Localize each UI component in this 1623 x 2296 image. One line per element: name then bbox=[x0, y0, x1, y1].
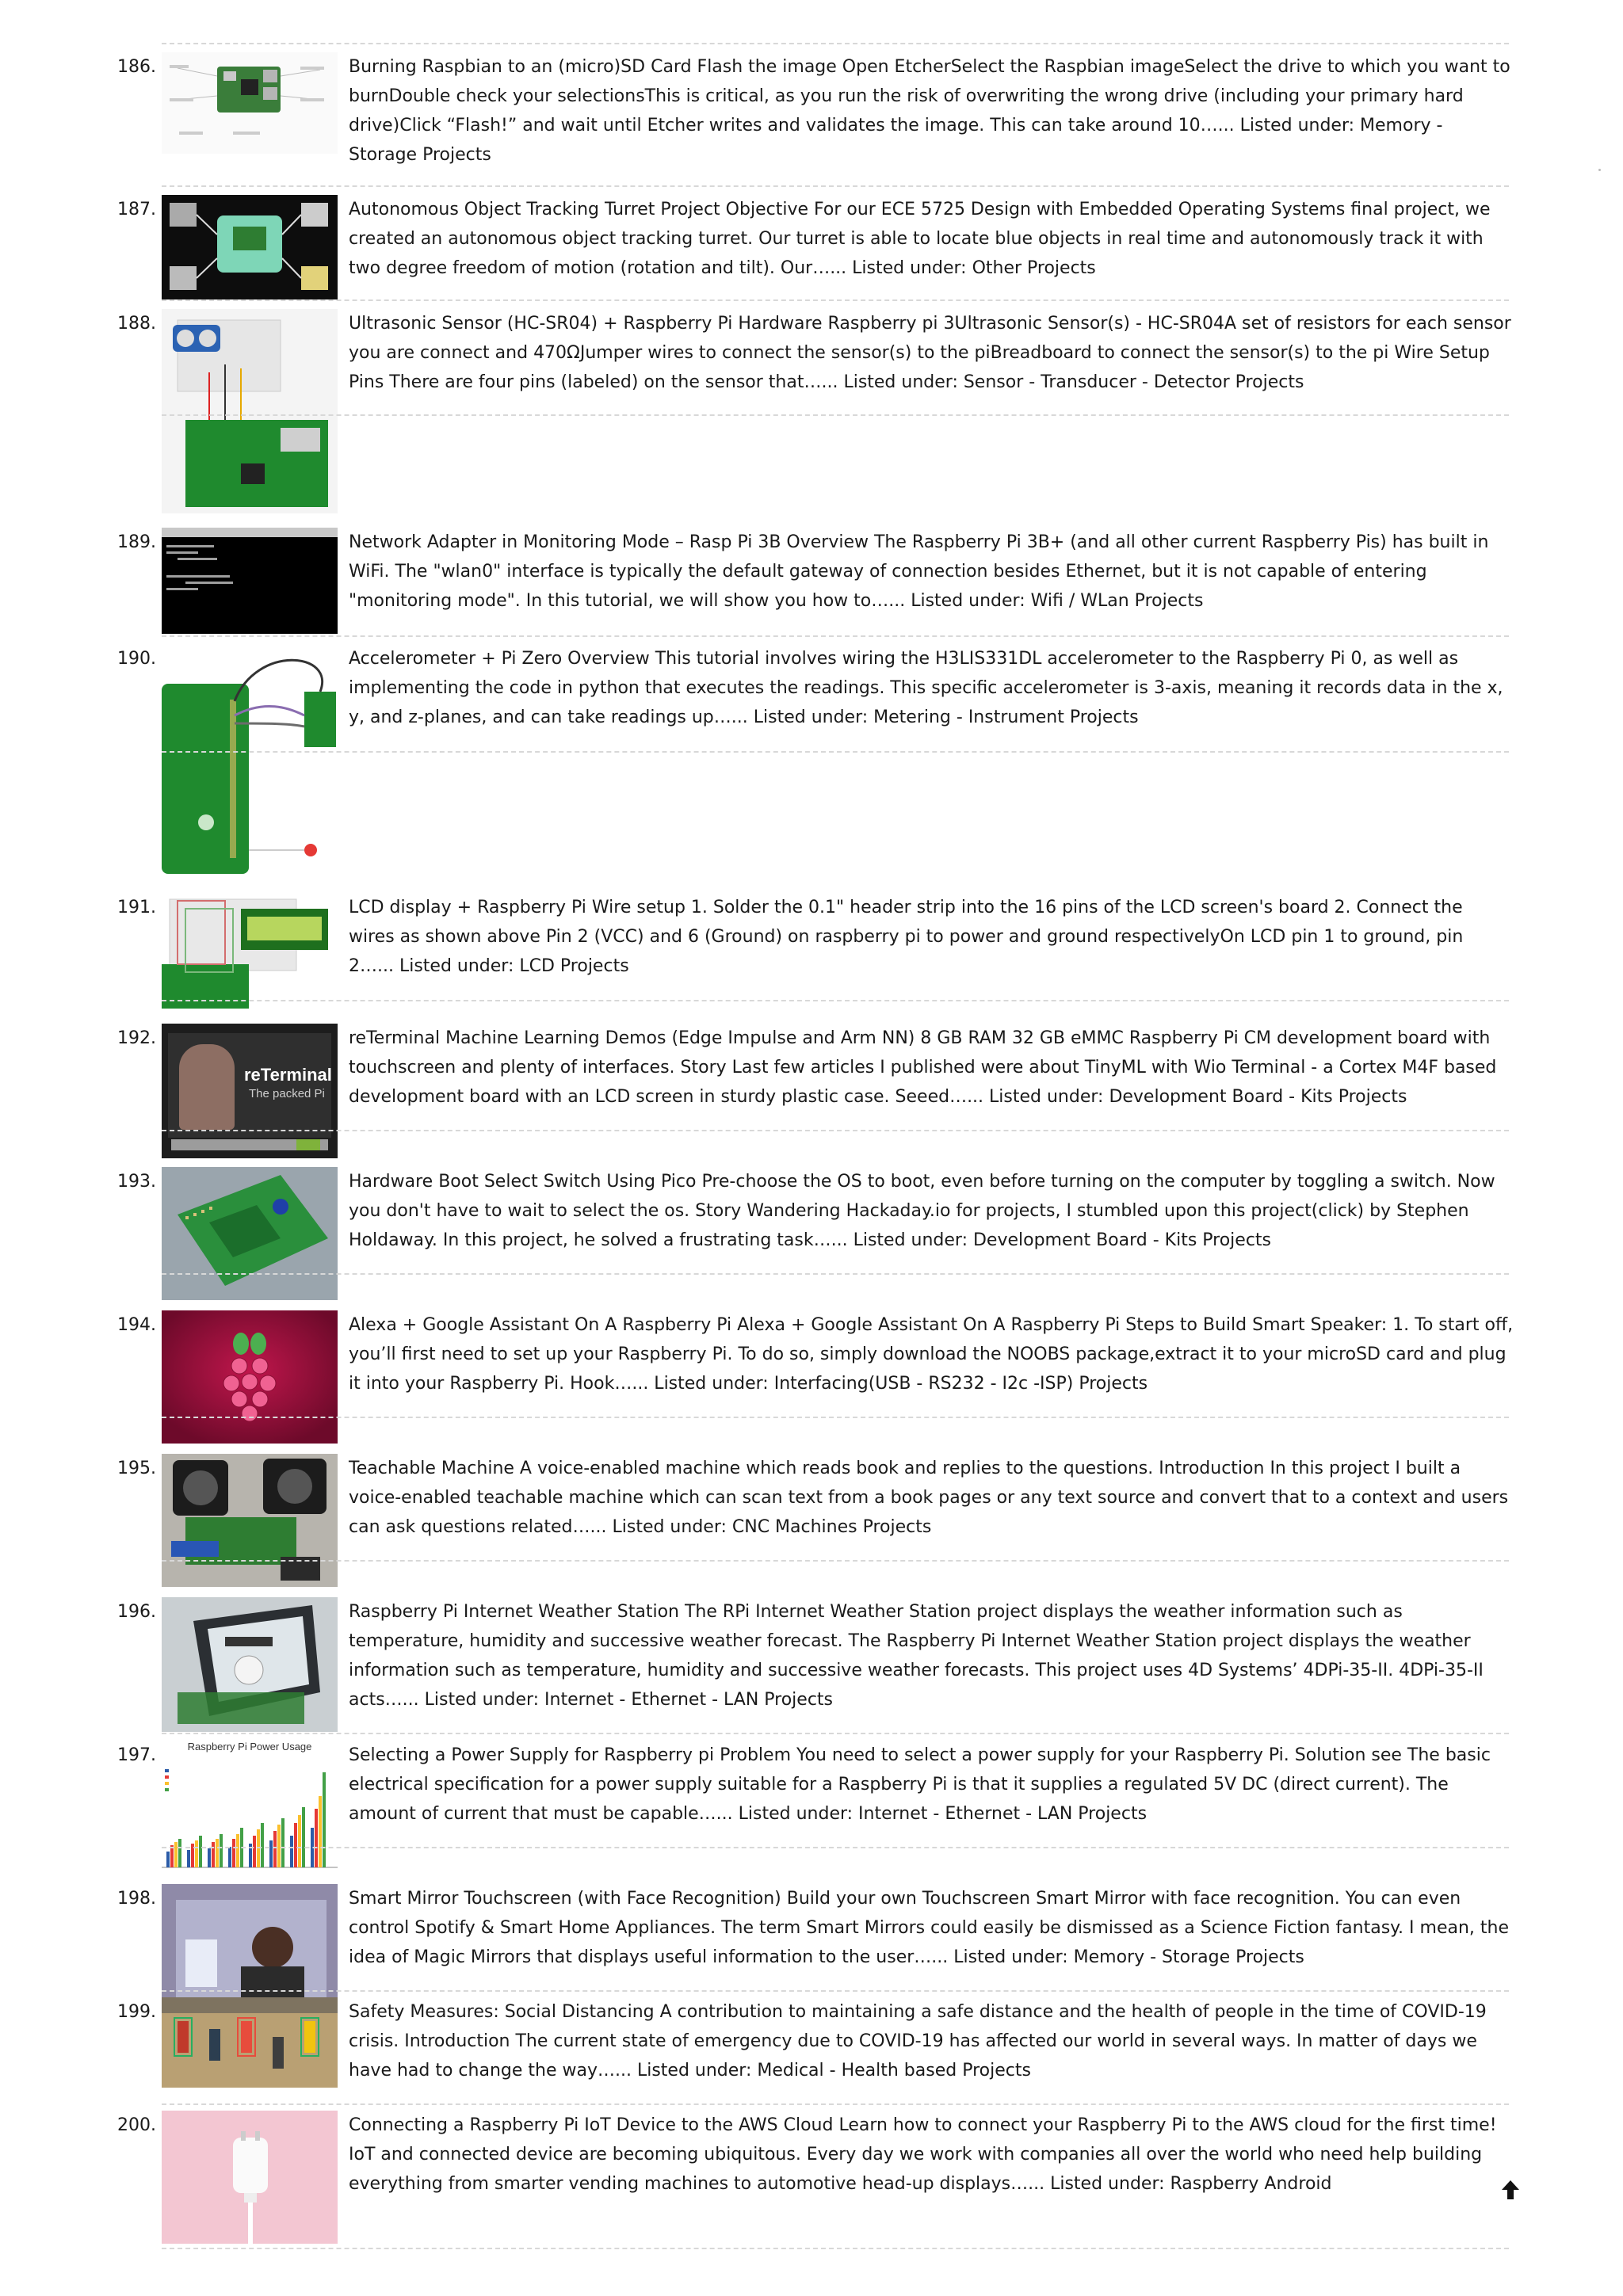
thumbnail[interactable] bbox=[162, 1024, 338, 1158]
item-description[interactable]: Burning Raspbian to an (micro)SD Card Flash the image Open EtcherSelect the Raspbian imageSelect the drive to which you want to burnDouble check your selectionsThis is critical, as you run the risk of overwriting the wrong drive (including your primary hard drive)Click “Flash!” and wait until Etcher writes and validates the image. This can take around 10…... Listed under: Memory - Storage Projects bbox=[349, 57, 1510, 165]
item-number: 190. bbox=[117, 649, 156, 669]
item-number: 188. bbox=[117, 314, 156, 334]
item-number: 187. bbox=[117, 200, 156, 219]
thumbnail[interactable] bbox=[162, 644, 338, 879]
item-description[interactable]: Autonomous Object Tracking Turret Project Objective For our ECE 5725 Design with Embedded Operating Systems final project, we created an autonomous object tracking turret. Our turret is able to locate blue objects in real time and autonomously track it with two degree freedom of motion (rotation and tilt). Our…... Listed under: Other Projects bbox=[349, 200, 1491, 278]
item-number: 196. bbox=[117, 1602, 156, 1622]
item-number: 195. bbox=[117, 1459, 156, 1478]
item-number: 186. bbox=[117, 57, 156, 77]
thumbnail[interactable] bbox=[162, 893, 338, 1009]
separator bbox=[162, 635, 1509, 637]
thumbnail-caption: reTerminal bbox=[244, 1065, 332, 1085]
separator bbox=[162, 43, 1509, 44]
separator bbox=[162, 1273, 1509, 1275]
item-description[interactable]: Safety Measures: Social Distancing A contribution to maintaining a safe distance and the health of people in the time of COVID-19 crisis. Introduction The current state of emergency due to COVID-19 has affected our world in several ways. In matter of days we have had to change the way…... Listed under: Medical - Health based Projects bbox=[349, 2002, 1487, 2081]
thumbnail[interactable] bbox=[162, 528, 338, 634]
separator bbox=[162, 1560, 1509, 1562]
item-description[interactable]: Raspberry Pi Internet Weather Station The RPi Internet Weather Station project displays the weather information such as temperature, humidity and successive weather forecast. The Raspberry Pi Internet Weather Station project displays the weather information such as temperature, humidity and successive weather forecasts. This project uses 4D Systems’ 4DPi-35-II. 4DPi-35-II acts…... Listed under: Internet - Ethernet - LAN Projects bbox=[349, 1602, 1484, 1710]
item-description[interactable]: Hardware Boot Select Switch Using Pico Pre-choose the OS to boot, even before turning on the computer by toggling a switch. Now you don't have to wait to select the os. Story Wandering Hackaday.io for projects, I stumbled upon this project(click) by Stephen Holdaway. In this project, he solved a frustrating task…... Listed under: Development Board - Kits Projects bbox=[349, 1172, 1495, 1250]
item-number: 199. bbox=[117, 2002, 156, 2022]
item-number: 193. bbox=[117, 1172, 156, 1192]
item-number: 197. bbox=[117, 1745, 156, 1765]
separator bbox=[162, 1130, 1509, 1131]
separator bbox=[162, 1847, 1509, 1848]
thumbnail[interactable] bbox=[162, 2111, 338, 2244]
arrow-up-icon bbox=[1502, 2180, 1519, 2199]
thumbnail[interactable] bbox=[162, 1167, 338, 1300]
item-description[interactable]: Selecting a Power Supply for Raspberry pi Problem You need to select a power supply for your Raspberry Pi. Solution see The basic electrical specification for a power supply suitable for a Raspberry Pi is that it supplies a regulated 5V DC (direct current). The amount of current that must be capable…... Listed under: Internet - Ethernet - LAN Projects bbox=[349, 1745, 1491, 1824]
item-description[interactable]: Smart Mirror Touchscreen (with Face Recognition) Build your own Touchscreen Smart Mirror with face recognition. You can even control Spotify & Smart Home Appliances. The term Smart Mirrors could easily be dismissed as a Science Fiction fantasy. I mean, the idea of Magic Mirrors that displays useful information to the user…... Listed under: Memory - Storage Projects bbox=[349, 1889, 1510, 1967]
separator bbox=[162, 1000, 1509, 1001]
thumbnail[interactable] bbox=[162, 1310, 338, 1444]
decorative-dot bbox=[1598, 169, 1601, 171]
separator bbox=[162, 2248, 1509, 2249]
thumbnail[interactable] bbox=[162, 1597, 338, 1732]
separator bbox=[162, 414, 1509, 416]
item-description[interactable]: Accelerometer + Pi Zero Overview This tutorial involves wiring the H3LIS331DL accelerometer to the Raspberry Pi 0, as well as implementing the code in python that executes the readings. This specific accelerometer is 3-axis, meaning it records data in the x, y, and z-planes, and can take readings up…... Listed under: Metering - Instrument Projects bbox=[349, 649, 1503, 727]
thumbnail[interactable] bbox=[162, 1997, 338, 2088]
item-description[interactable]: Teachable Machine A voice-enabled machine which reads book and replies to the questions. Introduction In this project I built a voice-enabled teachable machine which can scan text from a book pages or any text source and convert that to a context and users can ask questions related…... Listed under: CNC Machines Projects bbox=[349, 1459, 1509, 1537]
separator bbox=[162, 2103, 1509, 2105]
separator bbox=[162, 1990, 1509, 1992]
separator bbox=[162, 751, 1509, 753]
item-number: 194. bbox=[117, 1315, 156, 1335]
separator bbox=[162, 185, 1509, 187]
item-number: 200. bbox=[117, 2115, 156, 2135]
thumbnail[interactable] bbox=[162, 309, 338, 513]
item-number: 198. bbox=[117, 1889, 156, 1909]
thumbnail[interactable] bbox=[162, 1454, 338, 1587]
item-number: 192. bbox=[117, 1028, 156, 1048]
item-description[interactable]: Ultrasonic Sensor (HC-SR04) + Raspberry Pi Hardware Raspberry pi 3Ultrasonic Sensor(s) - HC-SR04A set of resistors for each sensor you are connect and 470ΩJumper wires to connect the sensor(s) to the piBreadboard to connect the sensor(s) to the pi Wire Setup Pins There are four pins (labeled) on the sensor that…... Listed under: Sensor - Transducer - Detector Projects bbox=[349, 314, 1511, 392]
item-description[interactable]: Network Adapter in Monitoring Mode – Rasp Pi 3B Overview The Raspberry Pi 3B+ (and all other current Raspberry Pis) has built in WiFi. The "wlan0" interface is typically the default gateway of connection besides Ethernet, but it is not capable of entering "monitoring mode". In this tutorial, we will show you how to…... Listed under: Wifi / WLan Projects bbox=[349, 532, 1489, 611]
thumbnail[interactable] bbox=[162, 52, 338, 154]
item-description[interactable]: LCD display + Raspberry Pi Wire setup 1. Solder the 0.1" header strip into the 16 pins of the LCD screen's board 2. Connect the wires as shown above Pin 2 (VCC) and 6 (Ground) on raspberry pi to power and ground respectivelyOn LCD pin 1 to ground, pin 2…... Listed under: LCD Projects bbox=[349, 898, 1464, 976]
thumbnail[interactable] bbox=[162, 1741, 338, 1874]
separator bbox=[162, 1733, 1509, 1734]
scroll-to-top-button[interactable] bbox=[1502, 2180, 1519, 2199]
separator bbox=[162, 1417, 1509, 1418]
item-number: 189. bbox=[117, 532, 156, 552]
item-description[interactable]: Alexa + Google Assistant On A Raspberry Pi Alexa + Google Assistant On A Raspberry Pi Steps to Build Smart Speaker: 1. To start off, you’ll first need to set up your Raspberry Pi. To do so, simply download the NOOBS package,extract it to your microSD card and plug it into your Raspberry Pi. Hook…... Listed under: Interfacing(USB - RS232 - I2c -ISP) Projects bbox=[349, 1315, 1514, 1394]
item-number: 191. bbox=[117, 898, 156, 917]
item-description[interactable]: reTerminal Machine Learning Demos (Edge Impulse and Arm NN) 8 GB RAM 32 GB eMMC Raspberry Pi CM development board with touchscreen and plenty of interfaces. Story Last few articles I published were about TinyML with Wio Terminal - a Cortex M4F based development board with an LCD screen in sturdy plastic case. Seeed…... Listed under: Development Board - Kits Projects bbox=[349, 1028, 1497, 1107]
thumbnail-caption: The packed Pi bbox=[249, 1087, 325, 1100]
separator bbox=[162, 299, 1509, 301]
item-description[interactable]: Connecting a Raspberry Pi IoT Device to the AWS Cloud Learn how to connect your Raspberry Pi to the AWS cloud for the first time! IoT and connected device are becoming ubiquitous. Every day we work with companies all over the world who need help building everything from smarter vending machines to automotive head-up displays…... Listed under: Raspberry Android bbox=[349, 2115, 1497, 2194]
chart-title: Raspberry Pi Power Usage bbox=[187, 1741, 312, 1753]
thumbnail[interactable] bbox=[162, 195, 338, 299]
